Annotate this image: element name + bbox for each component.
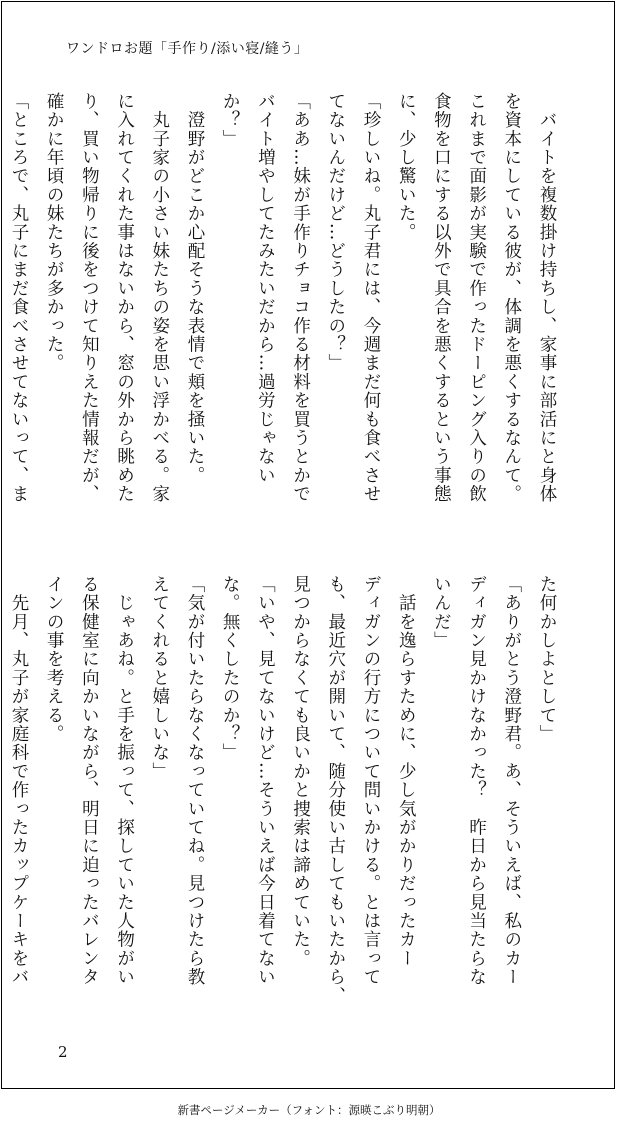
- text-column: 確かに年頃の妹たちが多かった。: [44, 92, 65, 373]
- text-column: 「ところで、丸子にまだ食べさせてないって、ま: [8, 92, 29, 504]
- text-column: に入れてくれた事はないから、窓の外から眺めた: [114, 92, 135, 504]
- text-block-bottom: [1, 575, 564, 1015]
- text-column: 「いや、見てないけど…そういえば今日着てない: [255, 575, 276, 987]
- text-column: に、少し驚いた。: [396, 92, 417, 242]
- text-column: インの事を考える。: [44, 575, 65, 744]
- text-column: てないんだけど…どうしたの？」: [325, 92, 346, 373]
- text-column: ディガン見かけなかった？ 昨日から見当たらな: [466, 575, 487, 987]
- text-column: り、買い物帰りに後をつけて知りえた情報だが、: [79, 92, 100, 504]
- text-column: 話を逸らすために、少し気がかりだったカー: [396, 575, 417, 968]
- text-column: 丸子家の小さい妹たちの姿を思い浮かべる。家: [149, 92, 170, 504]
- text-column: な。無くしたのか？」: [220, 575, 241, 762]
- text-column: 「気が付いたらなくなっていてね。見つけたら教: [184, 575, 205, 987]
- text-column: も、最近穴が開いて、随分使い古してもいたから、: [325, 575, 346, 1006]
- text-column: る保健室に向かいながら、明日に迫ったバレンタ: [79, 575, 100, 987]
- page-number: 2: [58, 1043, 68, 1061]
- text-column: 食物を口にする以外で具合を悪くするという事態: [431, 92, 452, 504]
- text-column: いんだ」: [431, 575, 452, 650]
- text-column: 先月、丸子が家庭科で作ったカップケーキをバ: [8, 575, 29, 987]
- text-column: ディガンの行方について問いかける。とは言って: [360, 575, 381, 987]
- text-column: 澄野がどこか心配そうな表情で頬を掻いた。: [184, 92, 205, 485]
- text-column: 「ああ…妹が手作りチョコ作る材料を買うとかで: [290, 92, 311, 504]
- page-header-title: ワンドロお題「手作り/添い寝/縫う」: [66, 41, 309, 57]
- text-column: た何かしよとして」: [537, 575, 557, 744]
- text-block-top: [1, 92, 564, 532]
- text-column: 「珍しいね。丸子君には、今週まだ何も食べさせ: [360, 92, 381, 504]
- text-column: か？」: [220, 92, 241, 149]
- text-column: バイト増やしてたみたいだから…過労じゃない: [255, 92, 276, 485]
- text-column: これまで面影が実験で作ったドーピング入りの飲: [466, 92, 487, 504]
- text-column: じゃあね。と手を振って、探していた人物がい: [114, 575, 135, 987]
- footer-credit: 新書ページメーカー（フォント：源暎こぶり明朝）: [177, 1103, 441, 1117]
- text-column: 「ありがとう澄野君。あ、そういえば、私のカー: [501, 575, 522, 987]
- text-column: バイトを複数掛け持ちし、家事に部活にと身体: [537, 92, 557, 504]
- novel-page: [1, 1, 615, 1089]
- text-column: えてくれると嬉しいな」: [149, 575, 170, 781]
- text-column: を資本にしている彼が、体調を悪くするなんて。: [501, 92, 522, 504]
- text-column: 見つからなくても良いかと捜索は諦めていた。: [290, 575, 311, 968]
